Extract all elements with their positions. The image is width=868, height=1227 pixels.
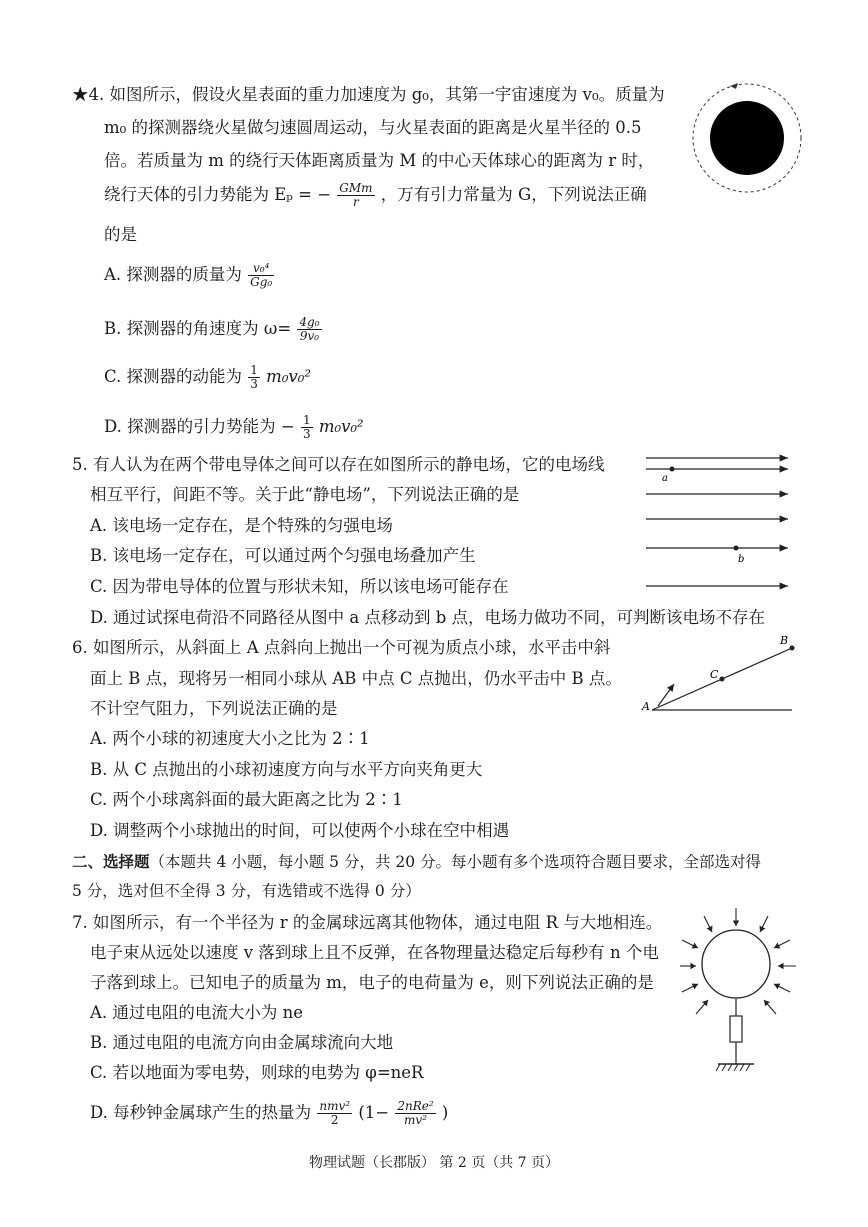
metal-sphere <box>702 930 770 998</box>
q7-option-d: D. 每秒钟金属球产生的热量为 $\frac{\text{nmv²}}{2}$ (1− $\frac{\text{2nRe²}}{\text{mv²}}$ ) <box>90 1099 449 1127</box>
label-a: a <box>662 473 668 484</box>
incline-figure <box>638 632 798 718</box>
q5-line1: 5. 有人认为在两个带电导体之间可以存在如图所示的静电场，它的电场线 <box>72 455 605 474</box>
q7-option-c: C. 若以地面为零电势，则球的电势为 φ=neR <box>90 1063 424 1082</box>
mars-orbit-figure <box>686 80 808 196</box>
fraction: $\frac{\text{4g₀}}{\text{9v₀}}$ <box>299 315 320 343</box>
q4-option-b: B. 探测器的角速度为 ω= $\frac{\text{4g₀}}{\text{9v₀}}$ <box>104 315 320 343</box>
label-B: B <box>780 634 789 647</box>
q6-option-d: D. 调整两个小球抛出的时间，可以使两个小球在空中相遇 <box>90 821 510 840</box>
metal-sphere-figure <box>680 904 804 1082</box>
section2-line2: 5 分，选对但不全得 3 分，有选错或不选得 0 分） <box>72 882 421 900</box>
fraction: $\frac{\text{v₀⁴}}{\text{Gg₀}}$ <box>250 261 273 289</box>
resistor <box>730 1016 742 1042</box>
q5-option-c: C. 因为带电导体的位置与形状未知，所以该电场可能存在 <box>90 577 509 596</box>
ground-hatch <box>716 1064 750 1071</box>
mars-body <box>710 101 784 175</box>
field-lines-figure <box>640 450 800 596</box>
q5-option-b: B. 该电场一定存在，可以通过两个匀强电场叠加产生 <box>90 546 476 565</box>
q6-option-a: A. 两个小球的初速度大小之比为 2∶1 <box>90 729 370 748</box>
q7-line3: 子落到球上。已知电子的质量为 m，电子的电荷量为 e，则下列说法正确的是 <box>90 973 654 992</box>
q4-line2: m₀ 的探测器绕火星做匀速圆周运动，与火星表面的距离是火星半径的 0.5 <box>104 118 642 137</box>
q6-option-b: B. 从 C 点抛出的小球初速度方向与水平方向夹角更大 <box>90 760 483 779</box>
point-B <box>790 646 795 651</box>
q4-line4: 绕行天体的引力势能为 Eₚ = − $\frac{\text{GMm}}{r}$ ，万有引力常量为 G，下列说法正确 <box>104 181 647 209</box>
q4-option-a: A. 探测器的质量为 $\frac{\text{v₀⁴}}{\text{Gg₀}}$ <box>104 261 273 289</box>
q7-option-a: A. 通过电阻的电流大小为 ne <box>90 1003 304 1022</box>
label-b: b <box>738 554 745 565</box>
q4-line3: 倍。若质量为 m 的绕行天体距离质量为 M 的中心天体球心的距离为 r 时， <box>104 151 655 170</box>
fraction: $\frac{1}{3}$ <box>302 413 311 441</box>
point-C <box>720 677 725 682</box>
q4-option-c: C. 探测器的动能为 $\frac{1}{3}$ m₀v₀² <box>104 363 311 391</box>
point-b <box>734 546 739 551</box>
q7-option-b: B. 通过电阻的电流方向由金属球流向大地 <box>90 1033 394 1052</box>
point-a <box>670 467 675 472</box>
orbit-arrow-icon <box>730 83 738 89</box>
label-A: A <box>642 700 650 713</box>
section2-line1: 二、选择题（本题共 4 小题，每小题 5 分，共 20 分。每小题有多个选项符合题目要求，全部选对得 <box>72 852 762 871</box>
section-heading: 二、选择题 <box>72 852 150 871</box>
star-icon: ★ <box>72 85 89 104</box>
q6-option-c: C. 两个小球离斜面的最大距离之比为 2∶1 <box>90 790 403 809</box>
q5-option-d: D. 通过试探电荷沿不同路径从图中 a 点移动到 b 点，电场力做功不同，可判断该电场不存在 <box>90 608 766 627</box>
q5-line2: 相互平行，间距不等。关于此“静电场”，下列说法正确的是 <box>90 485 520 504</box>
q7-line2: 电子束从远处以速度 v 落到球上且不反弹，在各物理量达稳定后每秒有 n 个电 <box>90 943 659 962</box>
q4-line5: 的是 <box>104 225 137 244</box>
q5-option-a: A. 该电场一定存在，是个特殊的匀强电场 <box>90 516 393 535</box>
q4-line1: ★4. 如图所示，假设火星表面的重力加速度为 g₀，其第一宇宙速度为 v₀。质量为 <box>72 85 665 104</box>
q4-option-d: D. 探测器的引力势能为 − $\frac{1}{3}$ m₀v₀² <box>104 413 364 441</box>
q6-line3: 不计空气阻力，下列说法正确的是 <box>90 699 338 718</box>
launch-arrow-icon <box>658 684 674 706</box>
fraction: $\frac{1}{3}$ <box>250 363 258 391</box>
fraction: $\frac{\text{GMm}}{r}$ <box>339 181 373 209</box>
fraction: $\frac{\text{nmv²}}{2}$ <box>319 1099 351 1127</box>
q6-line1: 6. 如图所示，从斜面上 A 点斜向上抛出一个可视为质点小球，水平击中斜 <box>72 638 611 657</box>
page-footer: 物理试题（长郡版） 第 2 页（共 7 页） <box>308 1155 560 1171</box>
q7-line1: 7. 如图所示，有一个半径为 r 的金属球远离其他物体，通过电阻 R 与大地相连。 <box>72 913 663 932</box>
label-C: C <box>710 668 719 681</box>
fraction: $\frac{\text{2nRe²}}{\text{mv²}}$ <box>397 1099 434 1127</box>
q6-line2: 面上 B 点，现将另一相同小球从 AB 中点 C 点抛出，仍水平击中 B 点。 <box>90 669 622 688</box>
